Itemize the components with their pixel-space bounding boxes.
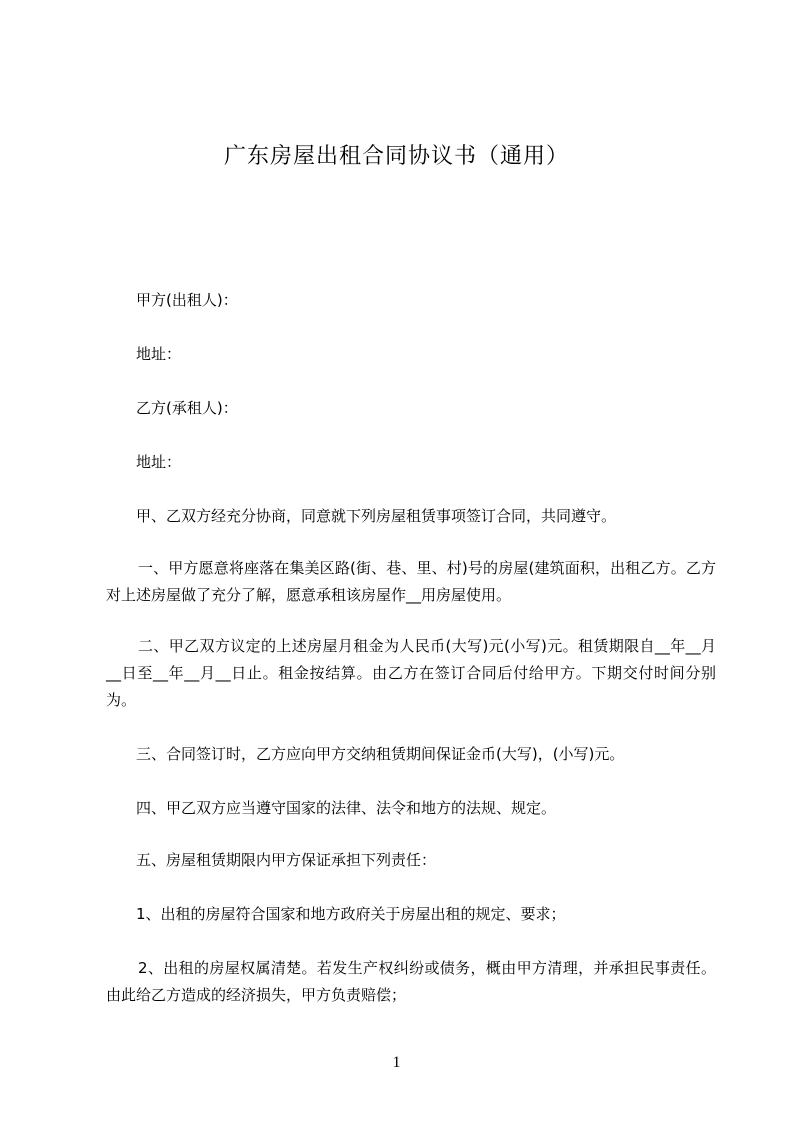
clause-2-paragraph: 二、甲乙双方议定的上述房屋月租金为人民币(大写)元(小写)元。租赁期限自__年__月__日至__年__月__日止。租金按结算。由乙方在签订合同后付给甲方。下期交付时间分别为。 [106, 637, 716, 709]
party-a-address-line: 地址： [136, 345, 182, 363]
party-b-line: 乙方(承租人)： [136, 399, 238, 417]
item-1-paragraph: 1、出租的房屋符合国家和地方政府关于房屋出租的规定、要求； [136, 905, 566, 923]
clause-3-paragraph: 三、合同签订时，乙方应向甲方交纳租赁期间保证金币(大写)，(小写)元。 [136, 745, 625, 763]
intro-paragraph: 甲、乙双方经充分协商，同意就下列房屋租赁事项签订合同，共同遵守。 [136, 507, 617, 525]
page-number: 1 [392, 1054, 401, 1071]
party-a-line: 甲方(出租人)： [136, 291, 238, 309]
clause-1-paragraph: 一、甲方愿意将座落在集美区路(街、巷、里、村)号的房屋(建筑面积，出租乙方。乙方对上述房屋做了充分了解，愿意承租该房屋作__用房屋使用。 [106, 559, 716, 604]
clause-5-paragraph: 五、房屋租赁期限内甲方保证承担下列责任： [136, 851, 437, 869]
item-2-paragraph: 2、出租的房屋权属清楚。若发生产权纠纷或债务，概由甲方清理，并承担民事责任。由此给乙方造成的经济损失，甲方负责赔偿； [106, 959, 716, 1004]
document-title: 广东房屋出租合同协议书（通用） [223, 144, 569, 169]
party-b-address-line: 地址： [136, 453, 182, 471]
clause-4-paragraph: 四、甲乙双方应当遵守国家的法律、法令和地方的法规、规定。 [136, 799, 557, 817]
